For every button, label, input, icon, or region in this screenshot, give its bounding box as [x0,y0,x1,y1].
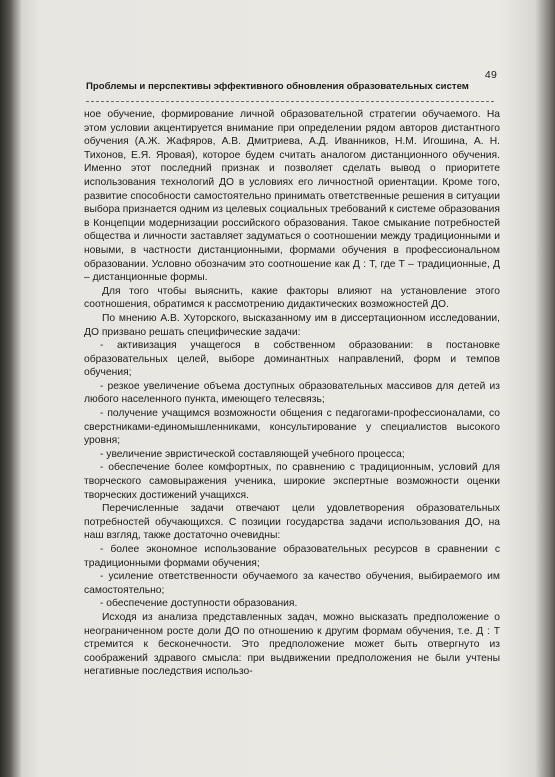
paragraph-4: Перечисленные задачи отвечают цели удовлетворения образовательных потребностей обучающихся. С позиции государства задачи использования ДО, на наш взгляд, также достаточно очевидны: [84,503,500,542]
paragraph-3: По мнению А.В. Хуторского, высказанному им в диссертационном исследовании, ДО призвано решать специфические задачи: [84,312,500,338]
task-item-1: - активизация учащегося в собственном образовании: в постановке образовательных целей, выборе доминантных направлений, форм и темпов обучения; [84,340,500,379]
header-divider [86,101,494,102]
page-number: 49 [484,69,497,81]
paragraph-2: Для того чтобы выяснить, какие факторы влияют на установление этого соотношения, обратимся к рассмотрению дидактических возможностей ДО. [84,285,500,311]
task-item-2: - резкое увеличение объема доступных образовательных массивов для детей из любого населенного пункта, имеющего телесвязь; [84,380,500,406]
paragraph-5: Исходя из анализа представленных задач, можно высказать предположение о неограниченном росте доли ДО по отношению к другим формам обучения, т.е. Д : Т стремится к бесконечности. Это предположение может быть отвергнуто из соображений здравого смысла: при выдвижении предположения не были учтены негативные последствия использо- [84,611,500,678]
task-item-4: - увеличение эвристической составляющей учебного процесса; [100,448,405,460]
task-item-5: - обеспечение более комфортных, по сравнению с традиционным, условий для творческого самовыражения ученика, широкие экспертные возможности оценки творческих достижений учащихся. [84,462,500,501]
state-task-item-3: - обеспечение доступности образования. [100,598,298,610]
running-head-title: Проблемы и перспективы эффективного обновления образовательных систем [86,81,469,92]
paragraph-1: ное обучение, формирование личной образовательной стратегии обучаемого. На этом условии акцентируется внимание при определении рядом авторов дистантного обучения (А.Ж. Жафяров, А.В. Дмитриева, А.Д. Иванников, Н.М. Игошина, А. Н. Тихонов, Е.Я. Яровая), которое будем считать аналогом дистанционного обучения. Именно этот последний признак и позволяет сделать вывод о приоритете использования технологий ДО в условиях его личностной ориентации. Кроме того, развитие способности самостоятельно принимать ответственные решения в ситуации выбора признается одним из целевых социальных требований к системе образования в Концепции модернизации российского образования. Такое смыкание потребностей общества и личности заставляет задуматься о соотношении между традиционными и новыми, в частности дистанционными, формами обучения в профессиональном образовании. Условно обозначим это соотношение как Д : Т, где Т – традиционные, Д – дистанционные формы. [84,109,501,284]
state-task-item-1: - более экономное использование образовательных ресурсов в сравнении с традиционными формами обучения; [84,544,500,569]
task-item-3: - получение учащимся возможности общения с педагогами-профессионалами, со сверстниками-единомышленниками, консультирование у специалистов высокого уровня; [84,408,500,447]
body-text [84,108,500,679]
state-task-item-2: - усиление ответственности обучаемого за качество обучения, выбираемого им самостоятельно; [84,571,500,596]
